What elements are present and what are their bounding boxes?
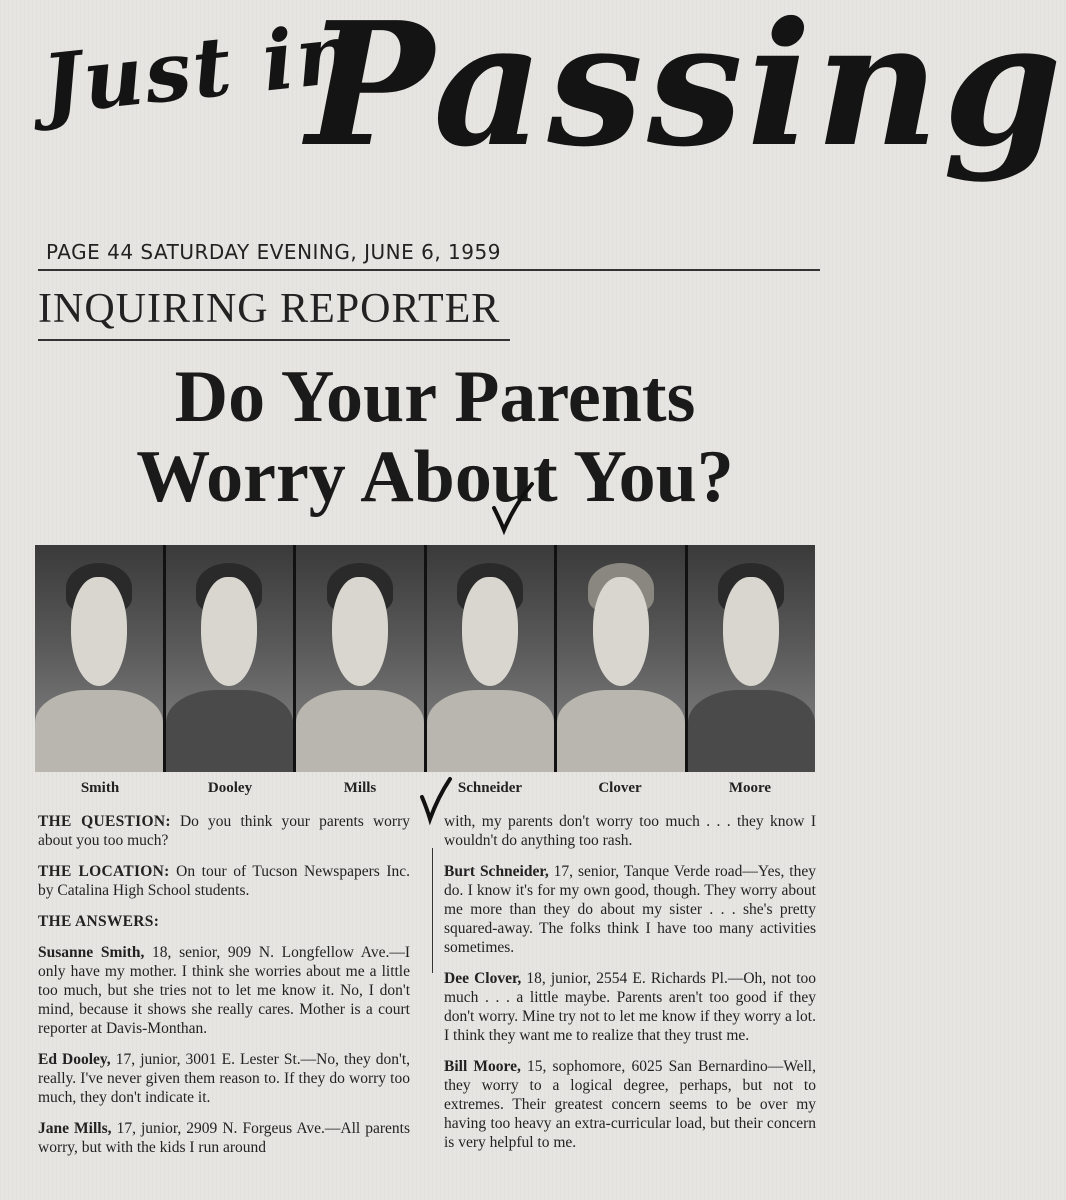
question-label: THE QUESTION: [38,813,171,830]
answer-text: 17, junior, 3001 E. Lester St.—No, they don't, really. I've never given them reason to. If they do worry too much, they don't indicate it. [38,1051,410,1106]
portrait-photo [296,545,427,772]
caption-mills: Mills [343,780,377,796]
location-label: THE LOCATION: [38,863,170,880]
answer-name: Jane Mills, [38,1120,112,1137]
location-paragraph [38,862,410,900]
dateline: PAGE 44 SATURDAY EVENING, JUNE 6, 1959 [46,240,501,264]
answer-paragraph [444,969,816,1045]
answer-paragraph [38,943,410,1038]
answer-name: Bill Moore, [444,1058,521,1075]
caption-clover: Clover [598,780,642,796]
masthead-just-in: Just in [38,4,363,134]
portrait-photo [35,545,166,772]
answer-text: 15, sophomore, 6025 San Bernardino—Well, they worry to a logical degree, perhaps, but not to extremes. Their greatest concern seems to be over my having too heavy an extra-curricular load, but their concern is very helpful to me. [444,1058,816,1151]
dateline-rule [38,269,820,271]
continuation-paragraph: with, my parents don't worry too much . . . they know I wouldn't do anything too rash. [444,813,816,849]
portrait-photo [688,545,816,772]
caption-schneider: Schneider [457,780,523,796]
caption-dooley: Dooley [207,780,253,796]
portrait-strip [35,545,815,772]
caption-moore: Moore [728,780,772,796]
question-text: Do you think your parents worry about you too much? [38,813,411,849]
location-text: On tour of Tucson Newspapers Inc. by Catalina High School students. [38,863,411,899]
answer-name: Susanne Smith, [38,944,145,961]
section-heading: INQUIRING REPORTER [38,286,501,332]
answers-heading: THE ANSWERS: [38,913,160,930]
section-rule [38,339,510,341]
answer-name: Dee Clover, [444,970,522,987]
column-divider [432,848,433,973]
headline-line1: Do Your Parents [174,356,696,438]
left-column [38,812,410,1169]
answer-name: Burt Schneider, [444,863,549,880]
answer-paragraph [38,1050,410,1107]
answer-paragraph [38,1119,410,1157]
portrait-photo [557,545,688,772]
answer-paragraph [444,862,816,957]
answer-paragraph [444,1057,816,1152]
portrait-photo [166,545,297,772]
answer-text: 17, junior, 2909 N. Forgeus Ave.—All parents worry, but with the kids I run around [38,1120,410,1156]
caption-smith: Smith [80,780,120,796]
question-paragraph [38,812,410,850]
answer-text: 17, senior, Tanque Verde road—Yes, they do. I know it's for my own good, though. They worry about me more than they do about my sister . . . she's pretty squared-away. The folks think I have too many activities sometimes. [444,863,816,956]
masthead-passing: Passing [306,0,1066,185]
answer-name: Ed Dooley, [38,1051,111,1068]
portrait-photo [427,545,558,772]
pen-checkmark-icon [488,478,538,538]
right-column [444,812,816,1164]
masthead-logo [38,0,1066,235]
answer-text: 18, senior, 909 N. Longfellow Ave.—I only have my mother. I think she worries about me a little too much, but she tries not to let me know it. No, I don't mind, because it shows she really cares. Mother is a court reporter at Davis-Monthan. [38,944,411,1037]
headline-line2: Worry About You? [136,436,734,518]
answer-text: 18, junior, 2554 E. Richards Pl.—Oh, not too much . . . a little maybe. Parents aren't too good if they don't worry. Mine try not to let me know if they worry a lot. I think they want me to realize that they trust me. [444,970,816,1044]
